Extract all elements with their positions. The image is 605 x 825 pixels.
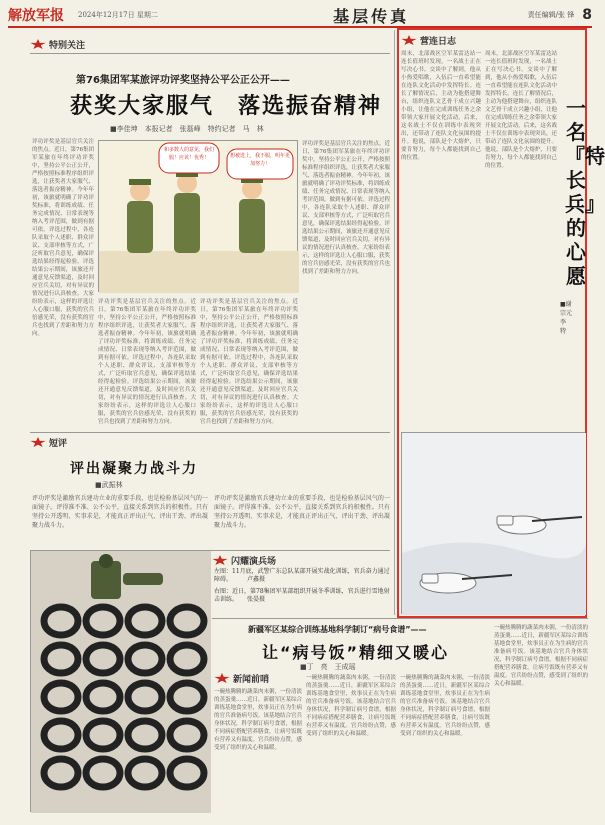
star-icon <box>212 555 228 566</box>
news-front-tag <box>214 672 269 685</box>
article-body-col1: 评功评奖是基层官兵关注的焦点。近日，第76集团军某旅在年终评功评奖中，坚持公平公正公开，严格按照标准程序组织评选，让获奖者大家服气、落选者振奋精神。今年年初，该旅就明确了评功评奖标准，将训练成绩、任务完成情况、日常表现等纳入考评范围，做到有据可依。评选过程中，各连队采取个人述职、群众评议、支部审核等方式，广泛听取官兵意见，确保评选结果经得起检验。评选结果公示期间，该旅还开通意见反馈渠道，及时回应官兵关切，对有异议的情况进行认真核查。大家纷纷表示，这样的评选让人心服口服，获奖的官兵倍感光荣，没有获奖的官兵也找到了差距和努力方向。 <box>32 139 94 337</box>
article-body-col2: 评功评奖是基层官兵关注的焦点。近日，第76集团军某旅在年终评功评奖中，坚持公平公正公开，严格按照标准程序组织评选，让获奖者大家服气、落选者振奋精神。今年年初，该旅就明确了评功评奖标准，将训练成绩、任务完成情况、日常表现等纳入考评范围，做到有据可依。评选过程中，各连队采取个人述职、群众评议、支部审核等方式，广泛听取官兵意见，确保评选结果经得起检验。评选结果公示期间，该旅还开通意见反馈渠道，及时回应官兵关切，对有异议的情况进行认真核查。大家纷纷表示，这样的评选让人心服口服，获奖的官兵倍感光荣，没有获奖的官兵也找到了差距和努力方向。 <box>98 299 196 425</box>
star-icon <box>401 35 417 46</box>
flash-tag <box>212 554 276 567</box>
bottom-title: 让“病号饭”精细又暖心 <box>262 643 450 662</box>
speech-bubble-2: 想被选上，我不服，明年更加努力！ <box>230 153 291 167</box>
commentary-title: 评出凝聚力战斗力 <box>70 461 198 477</box>
flash-label: 闪耀演兵场 <box>231 557 277 567</box>
issue-date: 2024年12月17日 星期二 <box>78 11 158 19</box>
commentary-byline: ■武振林 <box>95 481 123 489</box>
star-icon <box>30 39 46 50</box>
news-front-label: 新闻前哨 <box>233 675 270 685</box>
photo-caption-left: 左图：11月底，武警广东总队某部开展实战化训练，官兵奋力通过障碍。 卢鑫摄 <box>214 568 390 583</box>
bottom-kicker: 新疆军区某综合训练基地科学制订“病号食谱”—— <box>248 625 427 634</box>
article-body-col4: 评功评奖是基层官兵关注的焦点。近日，第76集团军某旅在年终评功评奖中，坚持公平公正公开，严格按照标准程序组织评选，让获奖者大家服气、落选者振奋精神。今年年初，该旅就明确了评功评奖标准，将训练成绩、任务完成情况、日常表现等纳入考评范围，做到有据可依。评选过程中，各连队采取个人述职、群众评议、支部审核等方式，广泛听取官兵意见，确保评选结果经得起检验。评选结果公示期间，该旅还开通意见反馈渠道，及时回应官兵关切，对有异议的情况进行认真核查。大家纷纷表示，这样的评选让人心服口服，获奖的官兵倍感光荣，没有获奖的官兵也找到了差距和努力方向。 <box>302 141 391 275</box>
bottom-body-col1: 一碗热腾腾的蔬菜肉末粥，一份清淡的蒸蛋羹……近日，新疆军区某综合训练基地食堂里，炊事员正在为生病的官兵准备病号饭。该基地结合官兵身体状况，科学制订病号食谱，根据不同病症搭配营养膳食，让病号饭既有营养又有温度。官兵纷纷点赞，感受到了组织的关心和温暖。 <box>214 689 303 751</box>
commentary-body-2: 评功评奖是激励官兵建功立业的重要手段，也是检验基层风气的一面镜子。评得准不准、公不公平，直接关系到官兵的积极性。只有坚持公开透明、实事求是，才能真正评出正气、评出干劲、评出凝聚力战斗力。 <box>214 495 390 529</box>
newspaper-logo: 解放军报 <box>8 8 64 24</box>
star-icon <box>214 673 230 684</box>
tire-training-photo <box>30 550 210 812</box>
diary-byline: ■谢宗元 李 特 <box>560 301 579 335</box>
bottom-byline: ■丁 亮 王成瑶 <box>300 663 356 671</box>
article-byline: ■李佳坤 本报记者 张磊峰 特约记者 马 林 <box>110 125 264 133</box>
masthead <box>8 4 592 28</box>
page-number: 8 <box>582 7 592 23</box>
commentary-label: 短评 <box>49 439 68 449</box>
bottom-body-col4: 一碗热腾腾的蔬菜肉末粥，一份清淡的蒸蛋羹……近日，新疆军区某综合训练基地食堂里，炊事员正在为生病的官兵准备病号饭。该基地结合官兵身体状况，科学制订病号食谱，根据不同病症搭配营养膳食，让病号饭既有营养又有温度。官兵纷纷点赞，感受到了组织的关心和温暖。 <box>494 625 588 687</box>
photo-caption-right: 右图：近日，第78集团军某部组织开展冬季训练，官兵进行雪地射击训练。 张晏摄 <box>214 588 390 603</box>
bottom-body-col2: 一碗热腾腾的蔬菜肉末粥，一份清淡的蒸蛋羹……近日，新疆军区某综合训练基地食堂里，炊事员正在为生病的官兵准备病号饭。该基地结合官兵身体状况，科学制订病号食谱，根据不同病症搭配营养膳食，让病号饭既有营养又有温度。官兵纷纷点赞，感受到了组织的关心和温暖。 <box>306 675 396 737</box>
diary-body-col1: 周末，北部战区空军某雷达站一连长值班时发现，一名战士正在写决心书。交谈中了解到，他从小热爱唱歌，入伍后一直希望能在连队文化活动中发挥特长。连长了解情况后，主动为他搭建舞台，组织连队文艺骨干成立兴趣小组，让他在完成训练任务之余带领大家开展文化活动。后来，这名战士不仅在训练中表现突出，还带动了连队文化氛围的提升。他说，部队是个大熔炉，只要肯努力，每个人都能找到自己的位置。 <box>401 51 481 161</box>
bottom-body-col3: 一碗热腾腾的蔬菜肉末粥，一份清淡的蒸蛋羹……近日，新疆军区某综合训练基地食堂里，炊事员正在为生病的官兵准备病号饭。该基地结合官兵身体状况，科学制订病号食谱，根据不同病症搭配营养膳食，让病号饭既有营养又有温度。官兵纷纷点赞，感受到了组织的关心和温暖。 <box>400 675 490 737</box>
diary-tag <box>401 34 456 47</box>
diary-label: 营连日志 <box>420 37 457 47</box>
speech-bubble-1: 和多数人的意见，我们服！应该！优秀！ <box>163 147 214 161</box>
snow-shooting-photo <box>401 432 585 614</box>
diary-title: 一名『特长兵』的心愿 <box>565 96 605 288</box>
commentary-body-1: 评功评奖是激励官兵建功立业的重要手段，也是检验基层风气的一面镜子。评得准不准、公不公平，直接关系到官兵的积极性。只有坚持公开透明、实事求是，才能真正评出正气、评出干劲、评出凝聚力战斗力。 <box>32 495 208 529</box>
diary-body-col2: 周末，北部战区空军某雷达站一连长值班时发现，一名战士正在写决心书。交谈中了解到，他从小热爱唱歌，入伍后一直希望能在连队文化活动中发挥特长。连长了解情况后，主动为他搭建舞台，组织连队文艺骨干成立兴趣小组，让他在完成训练任务之余带领大家开展文化活动。后来，这名战士不仅在训练中表现突出，还带动了连队文化氛围的提升。他说，部队是个大熔炉，只要肯努力，每个人都能找到自己的位置。 <box>485 51 557 169</box>
editor-credit: 责任编辑/张 锋 <box>527 11 575 19</box>
article-kicker: 第76集团军某旅评功评奖坚持公平公正公开—— <box>76 75 290 86</box>
special-focus-label: 特别关注 <box>49 41 86 51</box>
star-icon <box>30 437 46 448</box>
section-title: 基层传真 <box>333 6 410 26</box>
article-body-col3: 评功评奖是基层官兵关注的焦点。近日，第76集团军某旅在年终评功评奖中，坚持公平公正公开，严格按照标准程序组织评选，让获奖者大家服气、落选者振奋精神。今年年初，该旅就明确了评功评奖标准，将训练成绩、任务完成情况、日常表现等纳入考评范围，做到有据可依。评选过程中，各连队采取个人述职、群众评议、支部审核等方式，广泛听取官兵意见，确保评选结果经得起检验。评选结果公示期间，该旅还开通意见反馈渠道，及时回应官兵关切，对有异议的情况进行认真核查。大家纷纷表示，这样的评选让人心服口服，获奖的官兵倍感光荣，没有获奖的官兵也找到了差距和努力方向。 <box>200 299 298 425</box>
commentary-tag <box>30 436 67 449</box>
special-focus-tag <box>30 38 85 51</box>
article-headline: 获奖大家服气 落选振奋精神 <box>70 94 383 119</box>
cartoon-illustration <box>98 140 298 292</box>
